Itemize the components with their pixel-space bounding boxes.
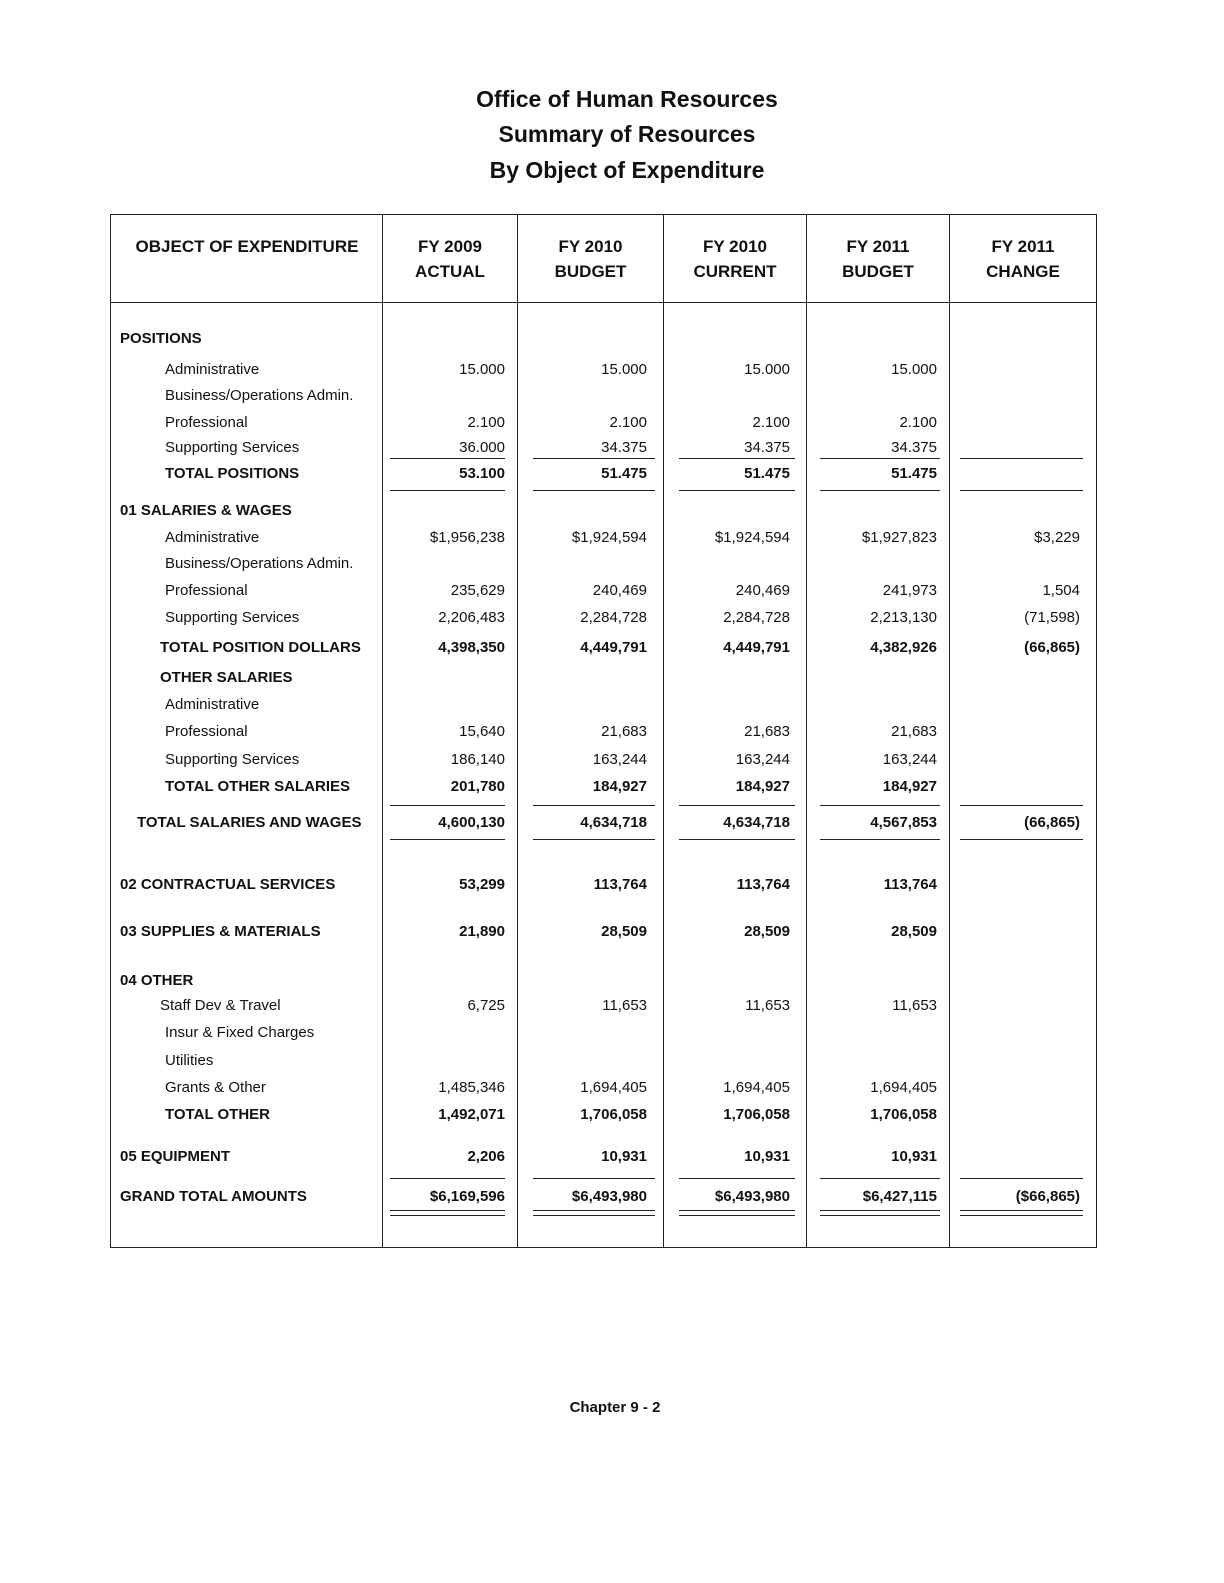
column-divider <box>382 214 383 1248</box>
header-object-of-expenditure <box>112 234 382 259</box>
total-underline <box>960 1178 1083 1179</box>
table-cell: 51.475 <box>744 465 790 482</box>
table-cell: 1,706,058 <box>723 1106 790 1123</box>
row-label: TOTAL POSITIONS <box>165 465 300 482</box>
header-fy2011-change <box>950 234 1096 284</box>
header-line: OBJECT OF EXPENDITURE <box>135 237 359 256</box>
row-label: Supporting Services <box>165 751 300 768</box>
table-cell: 34.375 <box>891 439 937 456</box>
table-cell: 2.100 <box>609 414 647 431</box>
table-cell: 1,694,405 <box>870 1079 937 1096</box>
table-cell: 53.100 <box>459 465 505 482</box>
table-cell: 10,931 <box>744 1148 790 1165</box>
total-underline <box>390 839 505 840</box>
total-underline <box>390 458 505 459</box>
table-cell: 11,653 <box>892 997 937 1014</box>
table-cell: 1,694,405 <box>580 1079 647 1096</box>
table-cell: 1,694,405 <box>723 1079 790 1096</box>
document-title-line-1: Office of Human Resources <box>476 86 778 112</box>
total-underline <box>533 458 655 459</box>
header-line: FY 2011 <box>846 237 910 256</box>
row-label: TOTAL SALARIES AND WAGES <box>137 814 362 831</box>
table-cell: 113,764 <box>593 876 647 893</box>
total-underline <box>390 1210 505 1211</box>
page-footer: Chapter 9 - 2 <box>569 1399 661 1416</box>
row-label: POSITIONS <box>120 330 202 347</box>
row-label: 01 SALARIES & WAGES <box>120 502 292 519</box>
total-underline <box>820 805 940 806</box>
row-label: Administrative <box>165 696 260 713</box>
column-divider <box>806 214 807 1248</box>
table-cell: 6,725 <box>467 997 505 1014</box>
table-cell: 2.100 <box>752 414 790 431</box>
table-cell: $3,229 <box>1034 529 1080 546</box>
row-label: Supporting Services <box>165 609 300 626</box>
table-cell: 4,634,718 <box>580 814 647 831</box>
total-underline <box>679 1178 795 1179</box>
table-cell: 53,299 <box>459 876 505 893</box>
row-label: Insur & Fixed Charges <box>165 1024 315 1041</box>
table-cell: 163,244 <box>882 751 937 768</box>
table-cell: 235,629 <box>450 582 505 599</box>
row-label: 03 SUPPLIES & MATERIALS <box>120 923 321 940</box>
table-cell: 4,449,791 <box>723 639 790 656</box>
header-divider <box>110 302 1097 303</box>
table-cell: 163,244 <box>592 751 647 768</box>
table-cell: 2,206,483 <box>438 609 505 626</box>
row-label: TOTAL OTHER SALARIES <box>165 778 351 795</box>
table-cell: 241,973 <box>882 582 937 599</box>
row-label: TOTAL POSITION DOLLARS <box>160 639 361 656</box>
header-line: FY 2010 <box>558 237 623 256</box>
total-underline <box>679 1215 795 1216</box>
table-cell: 1,504 <box>1042 582 1080 599</box>
row-label: Supporting Services <box>165 439 300 456</box>
table-cell: 21,683 <box>891 723 937 740</box>
row-label: 02 CONTRACTUAL SERVICES <box>120 876 336 893</box>
total-underline <box>960 839 1083 840</box>
row-label: GRAND TOTAL AMOUNTS <box>120 1188 307 1205</box>
header-line: FY 2011 <box>991 237 1055 256</box>
table-cell: 4,449,791 <box>580 639 647 656</box>
table-cell: $1,924,594 <box>714 529 790 546</box>
table-cell: $1,927,823 <box>861 529 937 546</box>
header-line: BUDGET <box>842 262 914 281</box>
row-label: Professional <box>165 582 248 599</box>
header-fy2010-current <box>664 234 806 284</box>
total-underline <box>820 1210 940 1211</box>
header-line: ACTUAL <box>415 262 485 281</box>
table-cell: 1,492,071 <box>438 1106 505 1123</box>
total-underline <box>960 1215 1083 1216</box>
table-cell: 4,567,853 <box>870 814 937 831</box>
total-underline <box>533 805 655 806</box>
document-title-line-3: By Object of Expenditure <box>489 157 765 183</box>
total-underline <box>679 490 795 491</box>
total-underline <box>390 805 505 806</box>
total-underline <box>533 839 655 840</box>
total-underline <box>820 490 940 491</box>
row-label: 05 EQUIPMENT <box>120 1148 231 1165</box>
table-cell: 4,600,130 <box>438 814 505 831</box>
table-cell: 15.000 <box>744 361 790 378</box>
table-cell: 15.000 <box>459 361 505 378</box>
table-cell: (71,598) <box>1024 609 1080 626</box>
row-label: Grants & Other <box>165 1079 266 1096</box>
table-cell: (66,865) <box>1024 639 1080 656</box>
table-cell: 10,931 <box>601 1148 647 1165</box>
table-cell: 184,927 <box>735 778 790 795</box>
total-underline <box>390 1215 505 1216</box>
table-cell: 28,509 <box>891 923 937 940</box>
table-cell: $6,493,980 <box>714 1188 790 1205</box>
table-cell: $1,924,594 <box>571 529 647 546</box>
row-label: 04 OTHER <box>120 972 194 989</box>
header-fy2011-budget <box>807 234 949 284</box>
table-cell: 51.475 <box>891 465 937 482</box>
table-cell: 4,634,718 <box>723 814 790 831</box>
table-cell: 34.375 <box>744 439 790 456</box>
header-line: BUDGET <box>554 262 627 281</box>
total-underline <box>679 805 795 806</box>
total-underline <box>533 1215 655 1216</box>
table-cell: 21,683 <box>744 723 790 740</box>
header-fy2009-actual <box>383 234 517 284</box>
total-underline <box>820 1178 940 1179</box>
table-cell: 240,469 <box>735 582 790 599</box>
row-label: OTHER SALARIES <box>160 669 293 686</box>
table-cell: 21,890 <box>459 923 505 940</box>
table-cell: 21,683 <box>601 723 647 740</box>
table-cell: 11,653 <box>745 997 790 1014</box>
total-underline <box>533 1178 655 1179</box>
total-underline <box>960 805 1083 806</box>
table-cell: 113,764 <box>883 876 937 893</box>
table-cell: 10,931 <box>891 1148 937 1165</box>
row-label: Administrative <box>165 529 260 546</box>
column-divider <box>949 214 950 1248</box>
header-line: CHANGE <box>986 262 1060 281</box>
table-cell: 184,927 <box>882 778 937 795</box>
total-underline <box>960 458 1083 459</box>
table-cell: $6,427,115 <box>862 1188 937 1205</box>
table-cell: 4,398,350 <box>438 639 505 656</box>
header-line: CURRENT <box>693 262 777 281</box>
table-cell: 2.100 <box>467 414 505 431</box>
row-label: Professional <box>165 723 248 740</box>
table-cell: ($66,865) <box>1015 1188 1080 1205</box>
table-cell: 184,927 <box>592 778 647 795</box>
table-cell: 2,213,130 <box>870 609 937 626</box>
row-label: Professional <box>165 414 248 431</box>
table-cell: 28,509 <box>601 923 647 940</box>
table-cell: $1,956,238 <box>429 529 505 546</box>
table-cell: 113,764 <box>736 876 790 893</box>
row-label: Business/Operations Admin. <box>165 555 354 572</box>
total-underline <box>390 490 505 491</box>
table-cell: 1,485,346 <box>438 1079 505 1096</box>
table-cell: 163,244 <box>735 751 790 768</box>
table-cell: 240,469 <box>592 582 647 599</box>
total-underline <box>533 1210 655 1211</box>
table-cell: 36.000 <box>459 439 505 456</box>
table-cell: 28,509 <box>744 923 790 940</box>
total-underline <box>390 1178 505 1179</box>
table-cell: 34.375 <box>601 439 647 456</box>
total-underline <box>679 458 795 459</box>
total-underline <box>820 1215 940 1216</box>
table-cell: 2,206 <box>467 1148 505 1165</box>
row-label: Utilities <box>165 1052 214 1069</box>
table-cell: 15,640 <box>459 723 505 740</box>
table-cell: 1,706,058 <box>580 1106 647 1123</box>
total-underline <box>960 1210 1083 1211</box>
header-line: FY 2010 <box>703 237 767 256</box>
document-title-line-2: Summary of Resources <box>498 121 756 147</box>
table-cell: 201,780 <box>450 778 505 795</box>
column-divider <box>517 214 518 1248</box>
total-underline <box>679 1210 795 1211</box>
table-cell: 15.000 <box>891 361 937 378</box>
total-underline <box>820 458 940 459</box>
total-underline <box>820 839 940 840</box>
table-cell: 2.100 <box>899 414 937 431</box>
total-underline <box>533 490 655 491</box>
total-underline <box>679 839 795 840</box>
table-cell: $6,493,980 <box>571 1188 647 1205</box>
table-cell: $6,169,596 <box>429 1188 505 1205</box>
table-cell: 2,284,728 <box>580 609 647 626</box>
row-label: Administrative <box>165 361 260 378</box>
table-cell: 1,706,058 <box>870 1106 937 1123</box>
header-line: FY 2009 <box>418 237 482 256</box>
total-underline <box>960 490 1083 491</box>
row-label: TOTAL OTHER <box>165 1106 270 1123</box>
table-cell: (66,865) <box>1024 814 1080 831</box>
table-cell: 15.000 <box>601 361 647 378</box>
table-cell: 2,284,728 <box>723 609 790 626</box>
header-fy2010-budget <box>518 234 663 284</box>
table-cell: 51.475 <box>601 465 647 482</box>
table-cell: 186,140 <box>450 751 505 768</box>
row-label: Staff Dev & Travel <box>160 997 281 1014</box>
row-label: Business/Operations Admin. <box>165 387 354 404</box>
table-cell: 4,382,926 <box>870 639 937 656</box>
table-cell: 11,653 <box>602 997 647 1014</box>
